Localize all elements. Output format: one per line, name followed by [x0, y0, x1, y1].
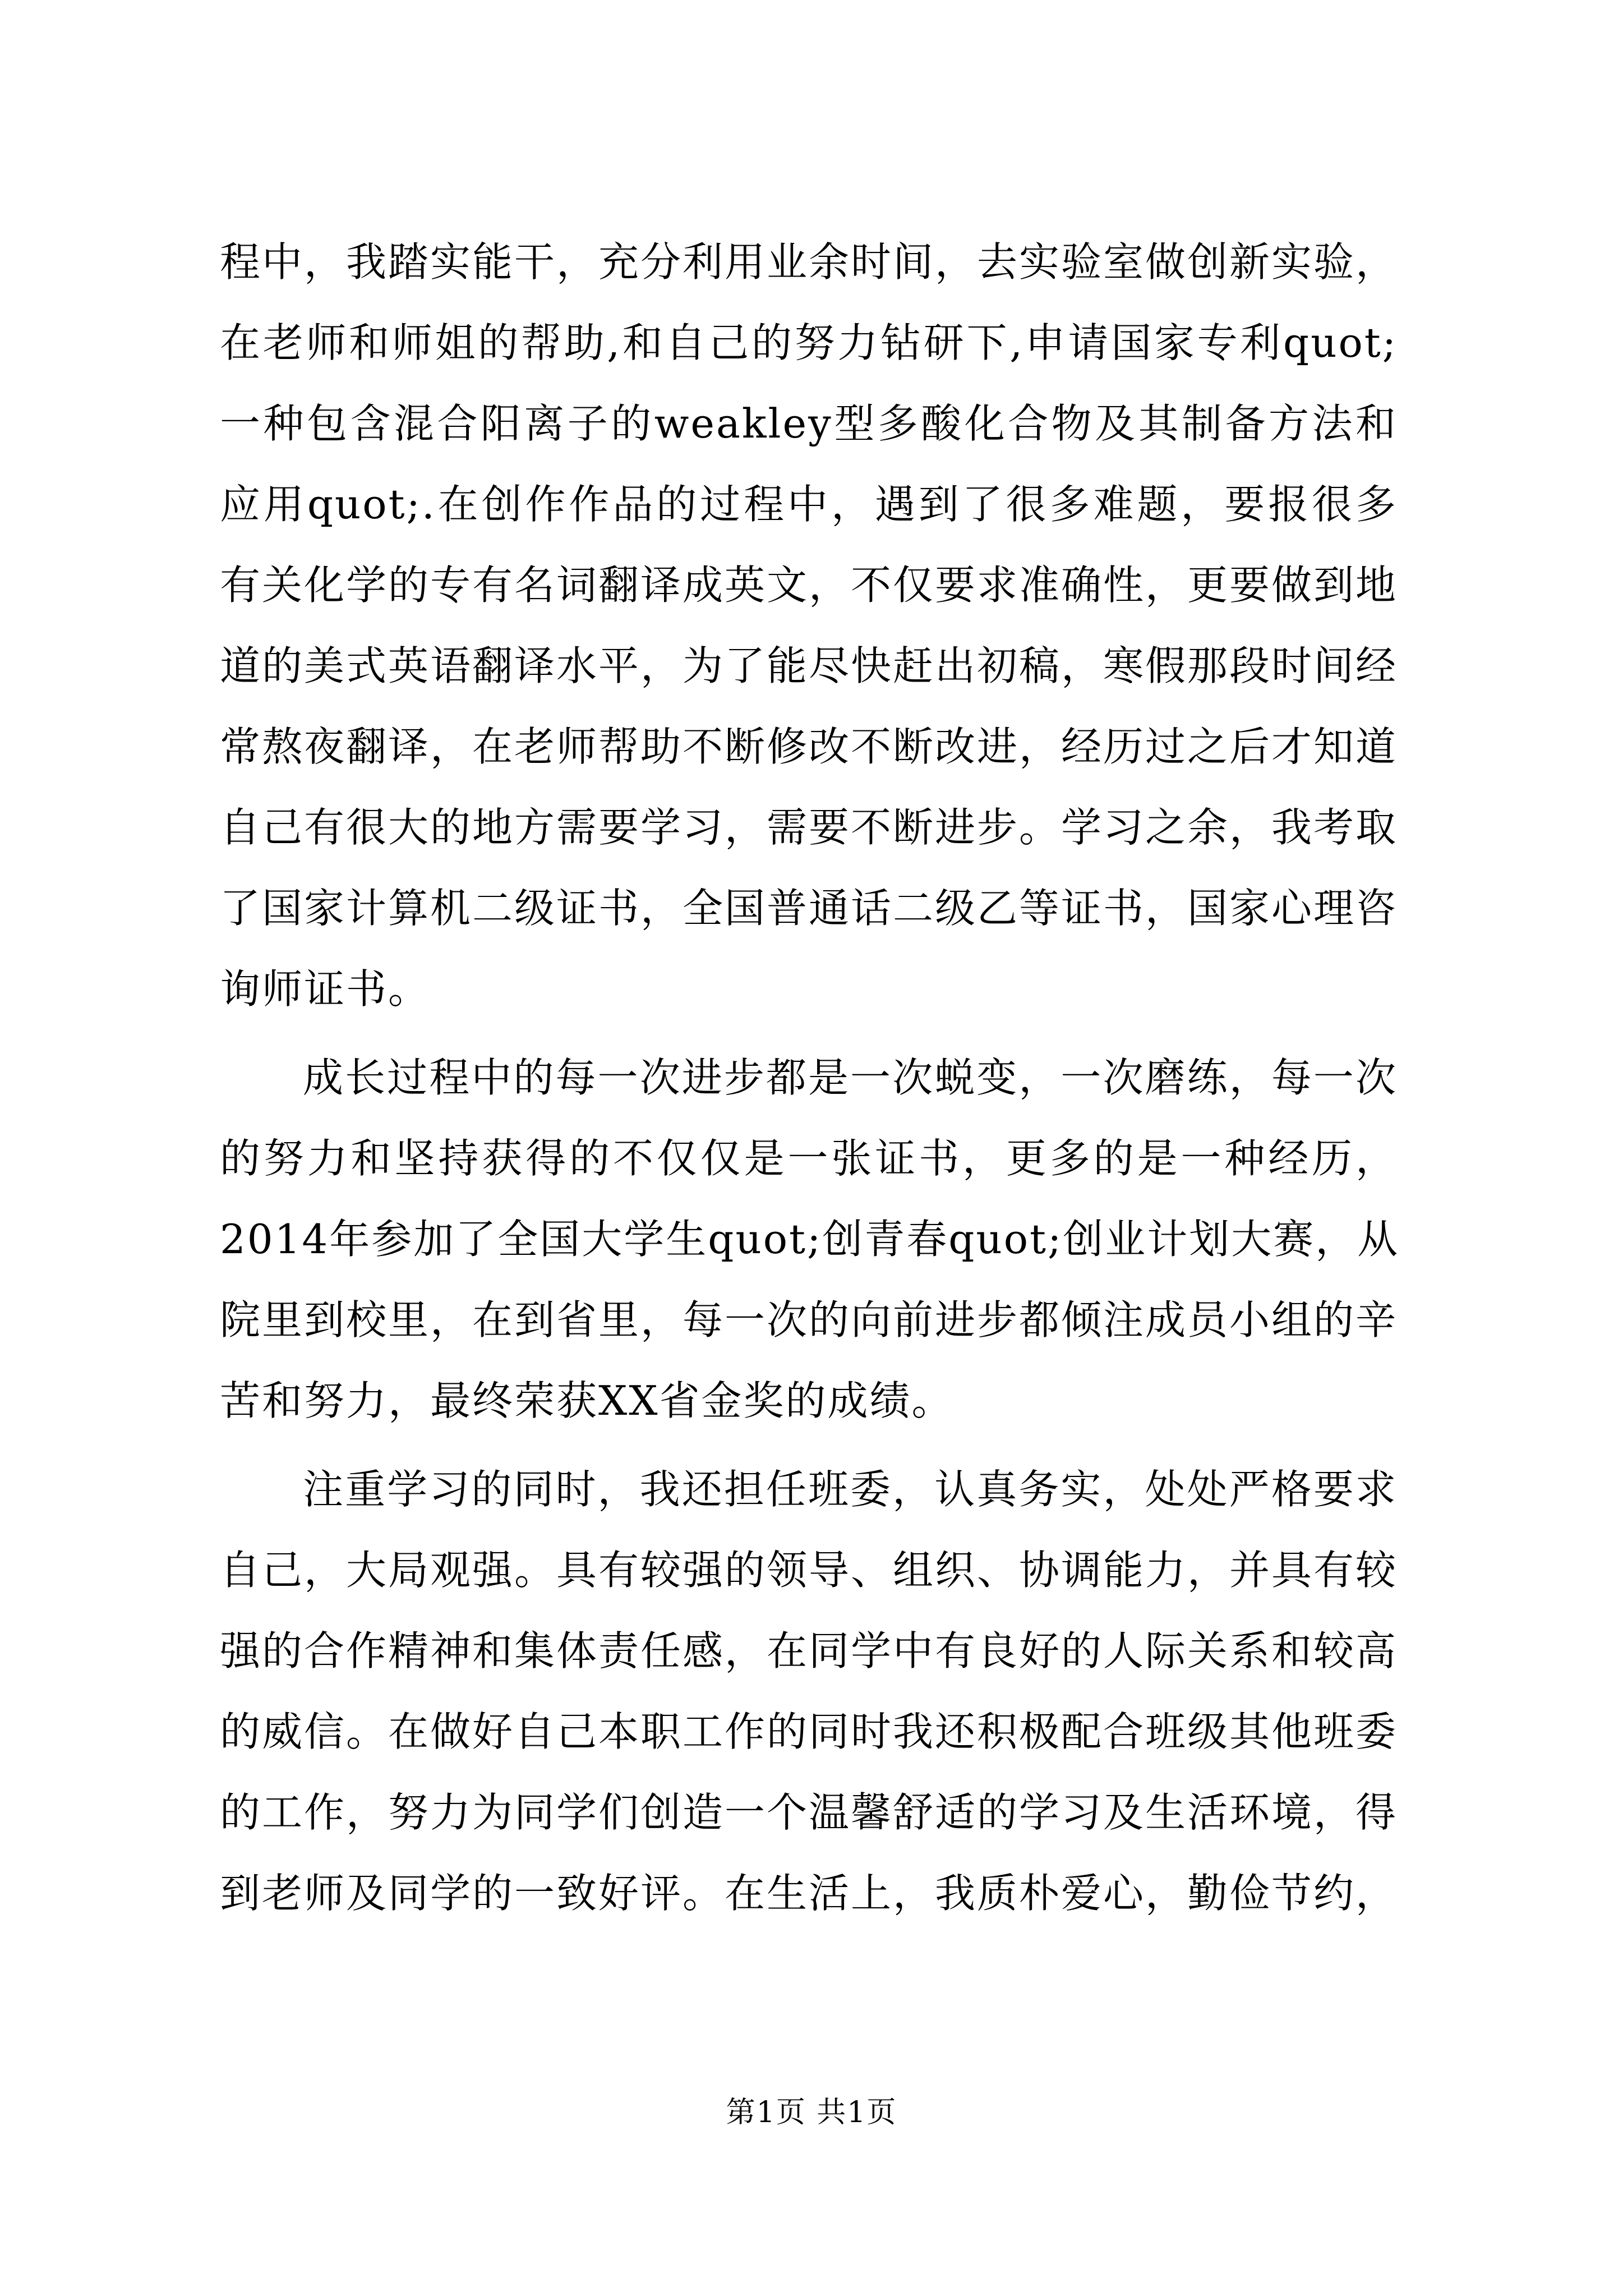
text-line: 有关化学的专有名词翻译成英文，不仅要求准确性，更要做到地	[220, 562, 1398, 609]
text-line: 应用quot;.在创作作品的过程中，遇到了很多难题，要报很多	[220, 481, 1398, 528]
paragraph-spacer	[220, 1029, 1398, 1037]
text-line: 强的合作精神和集体责任感，在同学中有良好的人际关系和较高	[220, 1627, 1398, 1674]
text-line: 的努力和坚持获得的不仅仅是一张证书，更多的是一种经历，	[220, 1135, 1398, 1182]
text-line: 在老师和师姐的帮助,和自己的努力钻研下,申请国家专利quot;	[220, 319, 1398, 366]
text-line: 的威信。在做好自己本职工作的同时我还积极配合班级其他班委	[220, 1708, 1398, 1755]
text-line: 常熬夜翻译，在老师帮助不断修改不断改进，经历过之后才知道	[220, 723, 1398, 770]
text-line: 道的美式英语翻译水平，为了能尽快赶出初稿，寒假那段时间经	[220, 642, 1398, 689]
text-line: 一种包含混合阳离子的weakley型多酸化合物及其制备方法和	[220, 400, 1398, 447]
text-line: 院里到校里，在到省里，每一次的向前进步都倾注成员小组的辛	[220, 1296, 1398, 1343]
paragraph-1	[220, 222, 1398, 1029]
text-line: 程中，我踏实能干，充分利用业余时间，去实验室做创新实验，	[220, 238, 1398, 286]
text-line: 2014年参加了全国大学生quot;创青春quot;创业计划大赛，从	[220, 1216, 1400, 1263]
page-number-label: 第1页 共1页	[726, 2096, 897, 2129]
text-line: 注重学习的同时，我还担任班委，认真务实，处处严格要求	[303, 1466, 1398, 1513]
text-line: 询师证书。	[220, 965, 431, 1013]
text-line: 成长过程中的每一次进步都是一次蜕变，一次磨练，每一次	[303, 1054, 1398, 1101]
text-line: 自己有很大的地方需要学习，需要不断进步。学习之余，我考取	[220, 804, 1398, 851]
text-line: 了国家计算机二级证书，全国普通话二级乙等证书，国家心理咨	[220, 885, 1398, 932]
text-line: 到老师及同学的一致好评。在生活上，我质朴爱心，勤俭节约，	[220, 1870, 1398, 1917]
paragraph-3	[220, 1449, 1398, 1934]
text-line: 苦和努力，最终荣获XX省金奖的成绩。	[220, 1377, 954, 1424]
text-line: 自己，大局观强。具有较强的领导、组织、协调能力，并具有较	[220, 1547, 1398, 1594]
text-line: 的工作，努力为同学们创造一个温馨舒适的学习及生活环境，得	[220, 1789, 1398, 1836]
page-footer	[0, 2096, 1623, 2129]
document-body	[220, 222, 1398, 1934]
paragraph-spacer	[220, 1441, 1398, 1449]
paragraph-2	[220, 1037, 1398, 1441]
